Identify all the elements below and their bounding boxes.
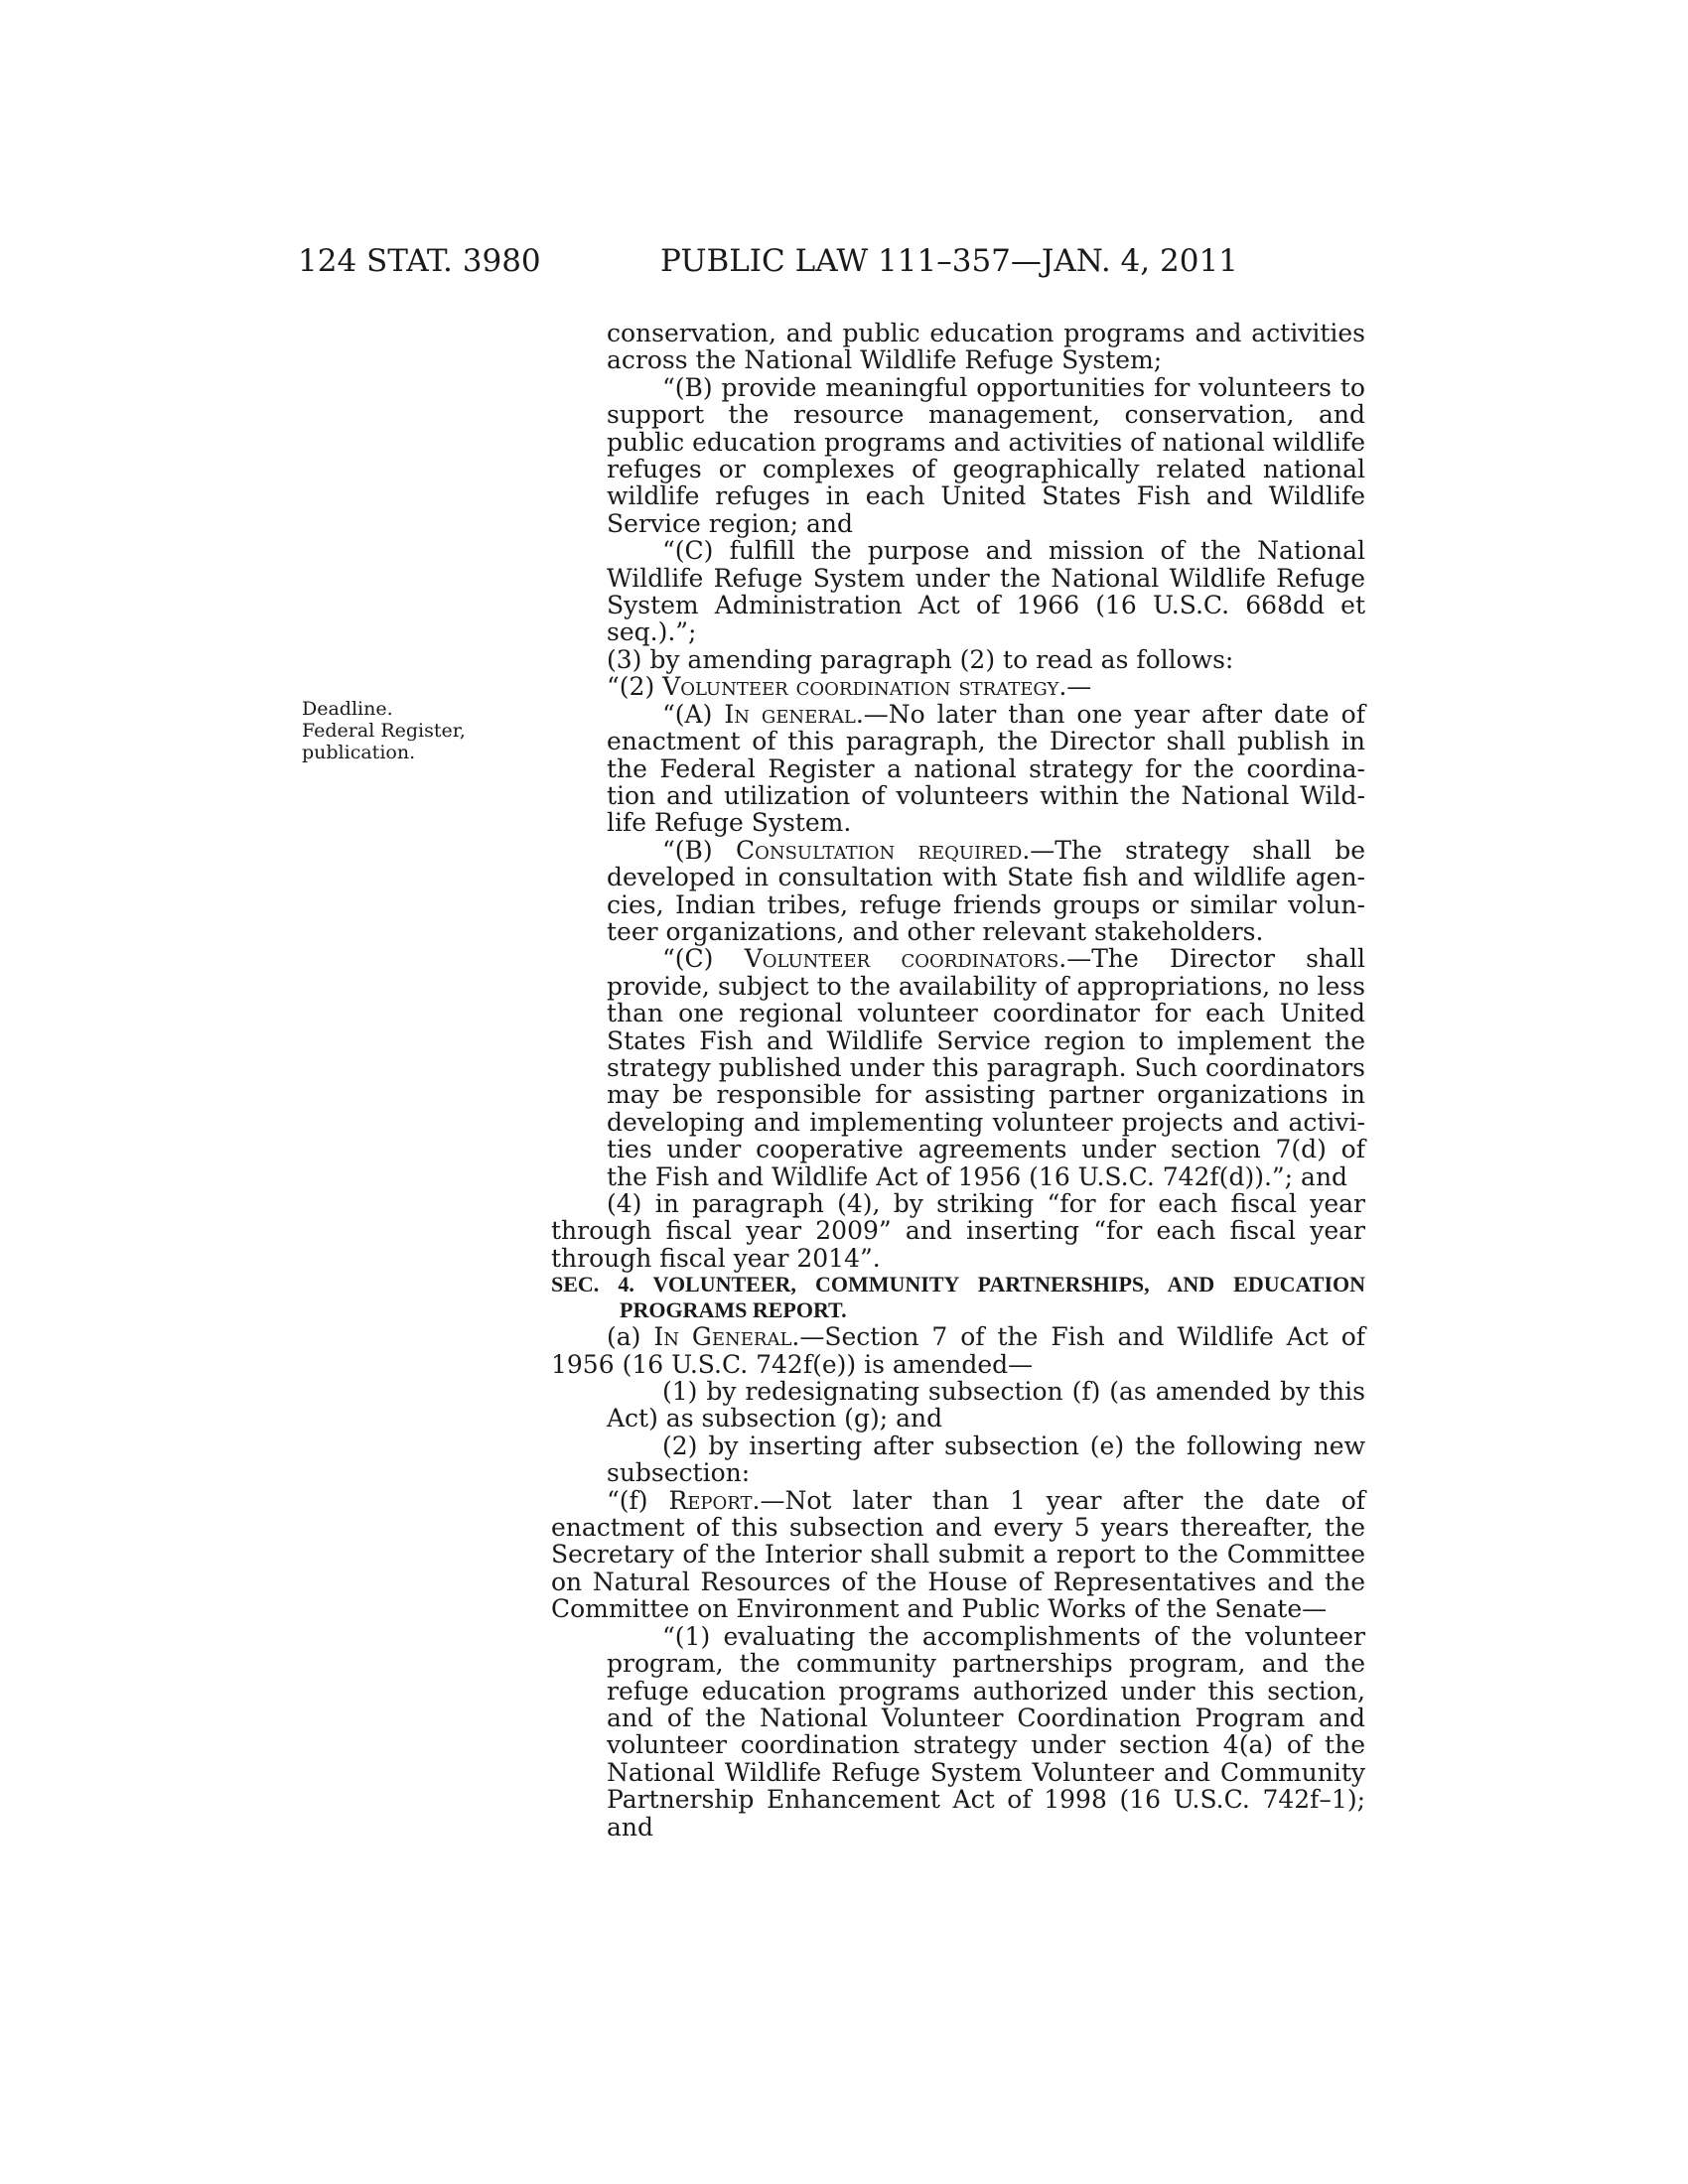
subsection-f: “(f) Report.—Not later than 1 year after the date of enactment of this subsection and every 5 years thereafter, the Secretary of the Interior shall submit a report to the Committee on Natural Resources of the House of Representatives and the Committee on Environment and Public Works of the Senate— — [551, 1485, 1365, 1624]
paragraph-2: (2) by inserting after subsection (e) the following new subsection: — [607, 1431, 1365, 1488]
caption: In General — [653, 1322, 792, 1352]
paragraph-continuation: conservation, and public education programs and activities across the National Wildlife Refuge System; — [607, 319, 1365, 375]
paragraph-2-heading: “(2) Volunteer coordination strategy.— — [607, 672, 1092, 702]
paragraph-c: “(C) fulfill the purpose and mission of the National Wildlife Refuge System under the National Wildlife Refuge System Administration Act of 1966 (16 U.S.C. 668dd et seq.).”; — [607, 536, 1365, 647]
margin-note-line: Deadline. — [302, 698, 393, 720]
report-item-1: “(1) evaluating the accomplishments of the volunteer program, the community partnerships program, and the refuge education programs authorized under this section, and of the National Volunteer Coordination Program and volunteer coordination strategy under section 4(a) of the National Wildlife Refuge System Volunteer and Community Partnership Enhancement Act of 1998 (16 U.S.C. 742f–1); and — [607, 1621, 1365, 1842]
margin-note — [302, 698, 500, 763]
paragraph-4: (4) in paragraph (4), by striking “for for each fiscal year through fiscal year 2009” and inserting “for each fiscal year through fiscal year 2014”. — [551, 1189, 1365, 1273]
caption: Volunteer coordination strategy — [662, 672, 1059, 702]
statute-body — [551, 320, 1365, 1841]
subsection-a: (a) In General.—Section 7 of the Fish and Wildlife Act of 1956 (16 U.S.C. 742f(e)) is amended— — [551, 1322, 1365, 1379]
subparagraph-c: “(C) Volunteer coordinators.—The Director shall provide, subject to the availability of appropriations, no less than one regional volunteer coordinator for each United States Fish and Wildlife Service region to implement the strategy published under this paragraph. Such coordinators may be responsible for assisting partner organizations in developing and implementing volunteer projects and activities under cooperative agreements under section 7(d) of the Fish and Wildlife Act of 1956 (16 U.S.C. 742f(d)).”; and — [607, 944, 1365, 1191]
paragraph-3: (3) by amending paragraph (2) to read as follows: — [607, 644, 1234, 674]
running-head: PUBLIC LAW 111–357—JAN. 4, 2011 — [660, 243, 1238, 279]
margin-note-line: publication. — [302, 742, 416, 763]
paragraph-1: (1) by redesignating subsection (f) (as amended by this Act) as subsection (g); and — [607, 1377, 1365, 1433]
section-heading: SEC. 4. VOLUNTEER, COMMUNITY PARTNERSHIPS, AND EDUCATION PROGRAMS REPORT. — [551, 1272, 1365, 1323]
margin-note-line: Federal Register, — [302, 720, 466, 742]
caption: Report — [668, 1485, 753, 1515]
caption: In general — [724, 699, 856, 729]
caption: Consultation required — [735, 835, 1023, 865]
page-header — [298, 243, 1390, 283]
subparagraph-b: “(B) Consultation required.—The strategy shall be developed in consultation with State fish and wildlife agencies, Indian tribes, refuge friends groups or similar volunteer organizations, and other relevant stakeholders. — [607, 835, 1365, 946]
caption: Volunteer coordinators — [744, 944, 1059, 974]
paragraph-b: “(B) provide meaningful opportunities for volunteers to support the resource management, conservation, and public education programs and activities of national wildlife refuges or complexes of geographically related national wildlife refuges in each United States Fish and Wildlife Service region; and — [607, 372, 1365, 538]
statute-citation: 124 STAT. 3980 — [298, 243, 541, 279]
subparagraph-a: “(A) In general.—No later than one year after date of enactment of this paragraph, the Director shall publish in the Federal Register a national strategy for the coordination and utilization of volunteers within the National Wildlife Refuge System. — [607, 699, 1365, 838]
